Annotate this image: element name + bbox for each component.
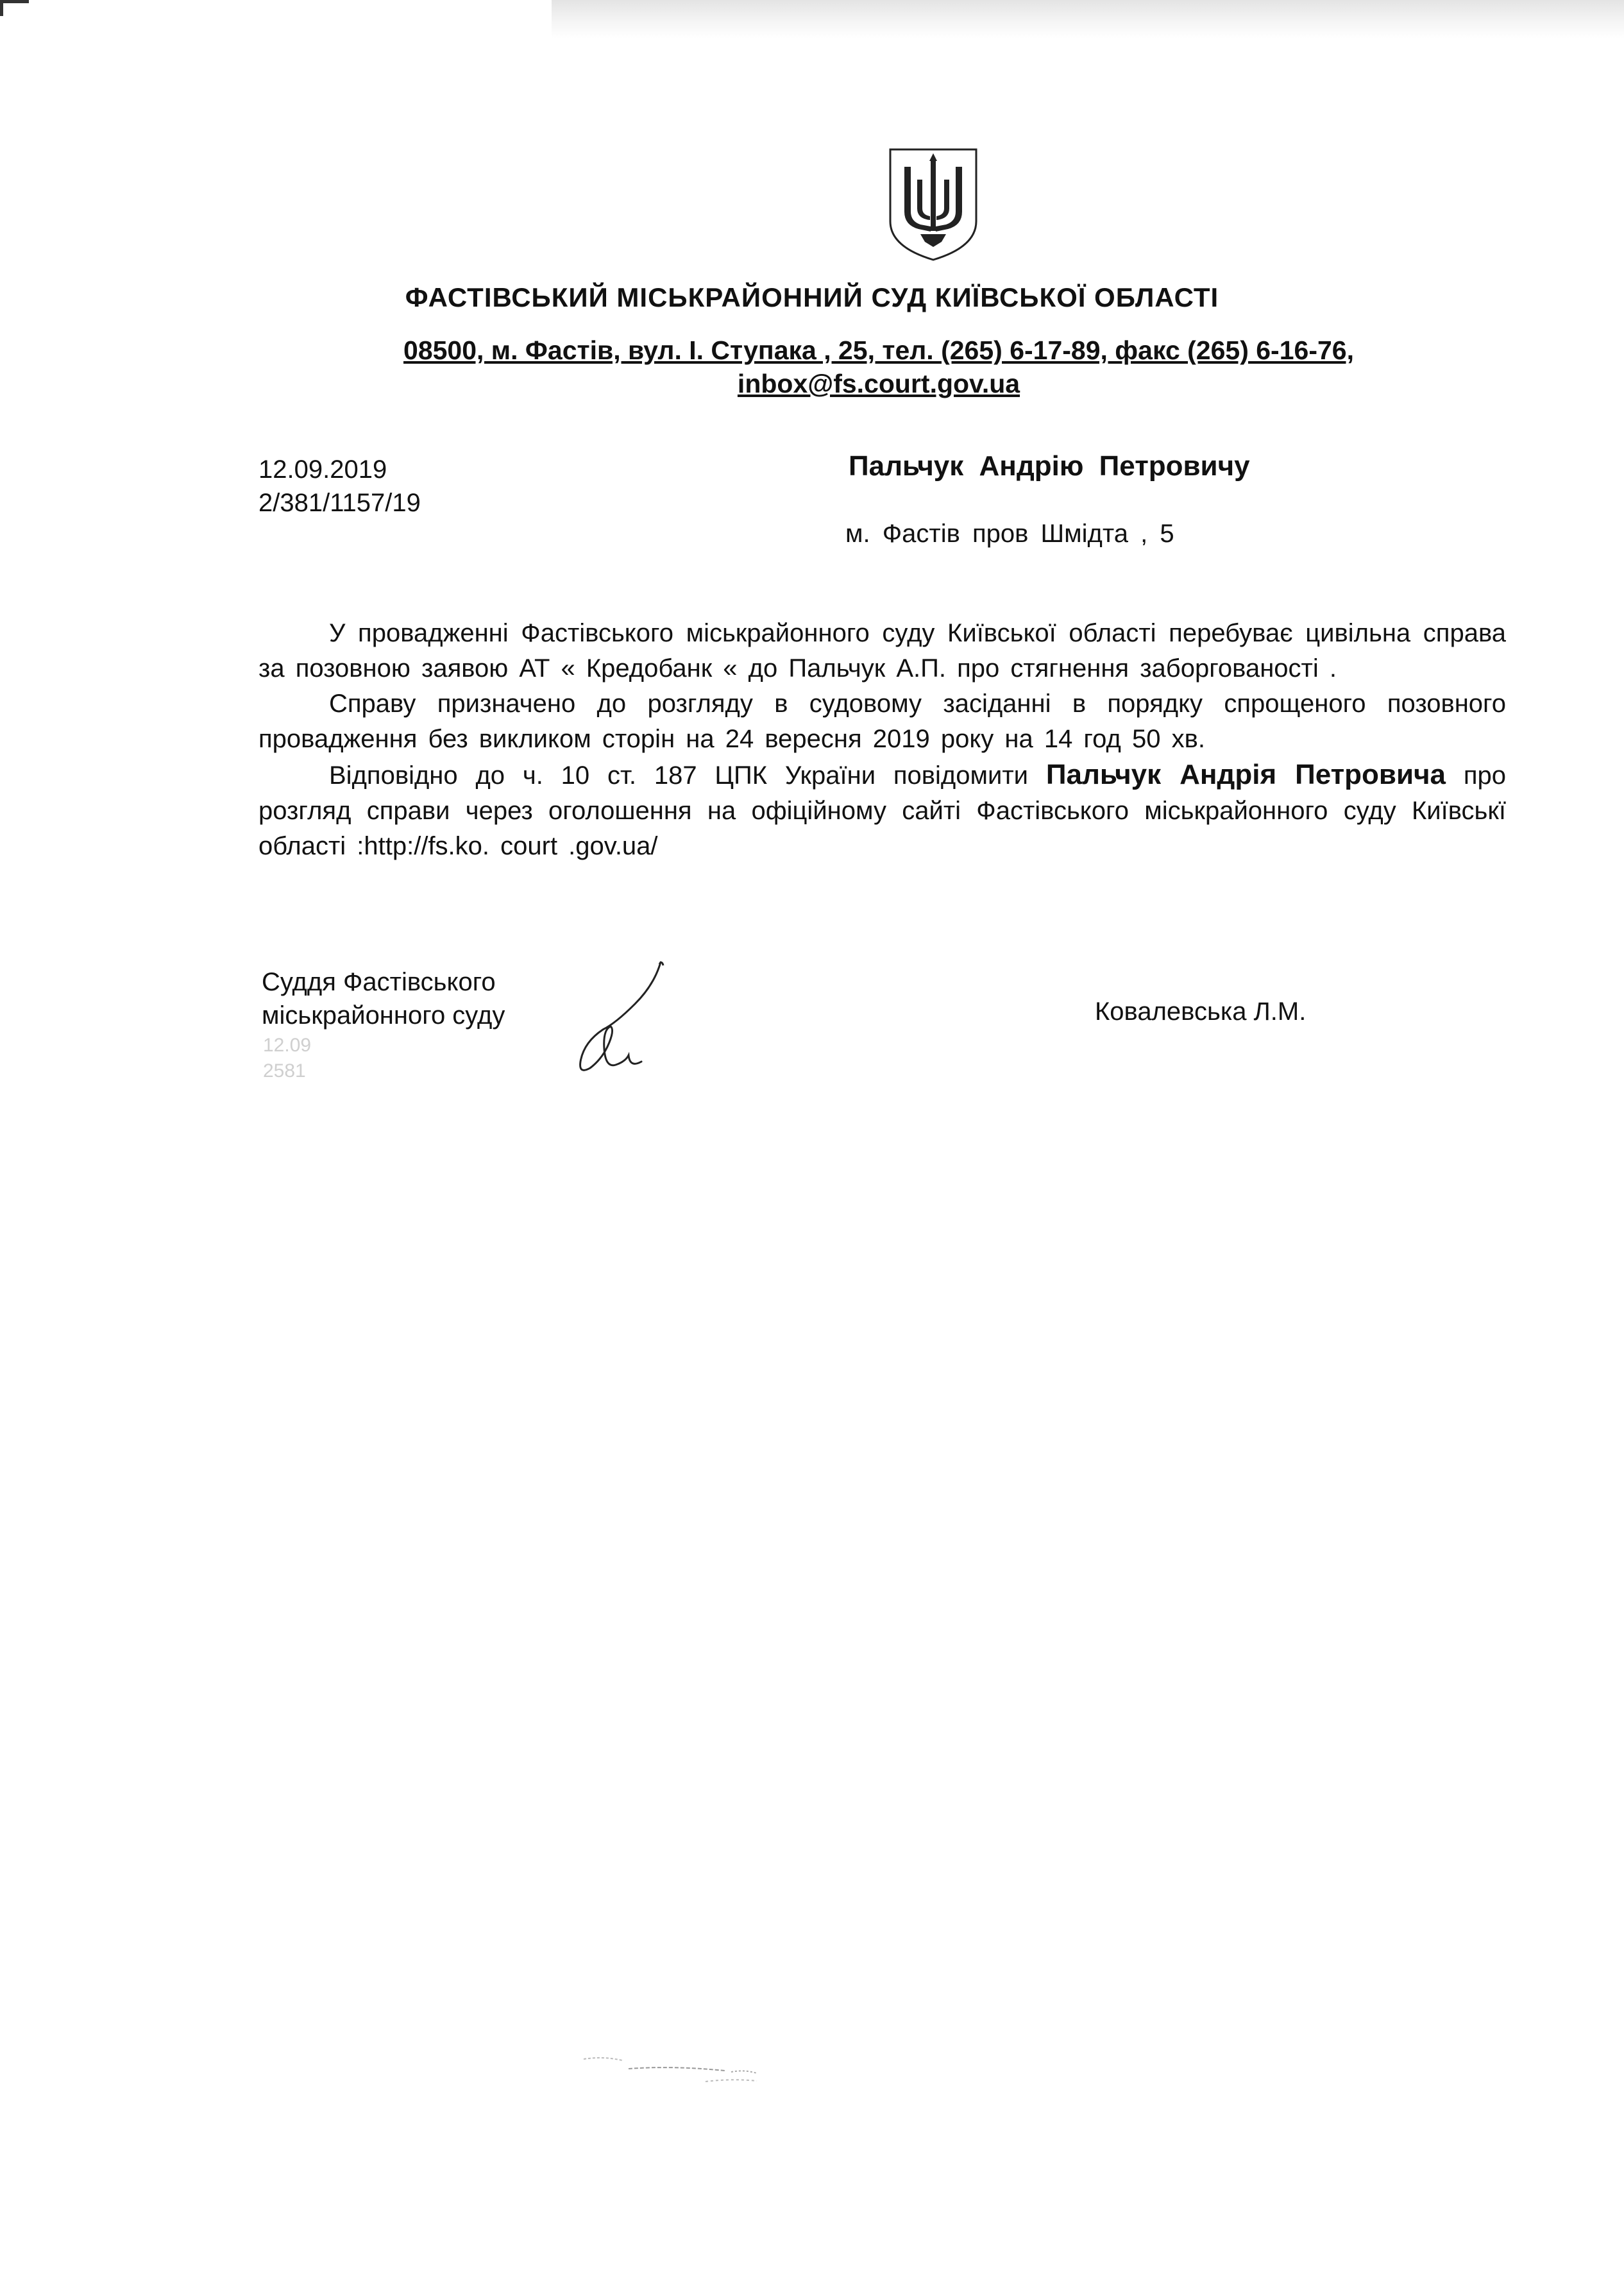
addressee-address: м. Фастів пров Шмідта , 5 — [845, 520, 1174, 548]
court-address — [340, 334, 1417, 400]
document-date: 12.09.2019 — [258, 455, 387, 484]
judge-name: Ковалевська Л.М. — [1095, 997, 1307, 1026]
notified-person: Пальчук Андрія Петровича — [1045, 759, 1446, 790]
court-name: ФАСТІВСЬКИЙ МІСЬКРАЙОННИЙ СУД КИЇВСЬКОЇ ОБЛАСТІ — [405, 282, 1219, 312]
judge-title-line1: Суддя Фастівського — [262, 968, 496, 996]
court-email: inbox@fs.court.gov.ua — [737, 369, 1020, 398]
judge-title — [262, 965, 505, 1032]
judge-title-line2: міськрайонного суду — [262, 1001, 505, 1030]
date-reference-block — [258, 453, 421, 520]
faint-stamp-line1: 12.09 — [263, 1035, 312, 1056]
paragraph-proceedings: У провадженні Фастівського міськрайонного суду Київської області перебуває цивільна справа за позовною заявою АТ « Кредобанк « до Пальчук А.П. про стягнення заборгованості . — [258, 619, 1506, 683]
faint-stamp — [263, 1033, 311, 1084]
addressee-name: Пальчук Андрію Петровичу — [849, 450, 1250, 482]
paragraph-notification — [258, 757, 1506, 864]
court-address-line: 08500, м. Фастів, вул. І. Ступака , 25, тел. (265) 6-17-89, факс (265) 6-16-76, — [403, 335, 1354, 365]
faint-stamp-line2: 2581 — [263, 1060, 306, 1082]
notification-text-rest: про розгляд справи через оголошення на офіційному сайті Фастівського міськрайонного суду Київськї області :http://fs.ko. court .gov.ua/ — [258, 761, 1507, 860]
scan-smudge — [577, 2053, 808, 2091]
notification-text: Відповідно до ч. 10 ст. 187 ЦПК України повідомити — [329, 761, 1046, 790]
scan-corner-mark — [0, 0, 29, 16]
paragraph-hearing: Справу призначено до розгляду в судовому засіданні в порядку спрощеного позовного провадження без викликом сторін на 24 вересня 2019 року на 14 год 50 хв. — [258, 690, 1506, 753]
letter-body — [258, 616, 1506, 864]
document-reference: 2/381/1157/19 — [258, 489, 421, 517]
coat-of-arms-icon — [885, 144, 981, 263]
scan-shadow — [552, 0, 1624, 38]
handwritten-signature — [564, 959, 680, 1081]
